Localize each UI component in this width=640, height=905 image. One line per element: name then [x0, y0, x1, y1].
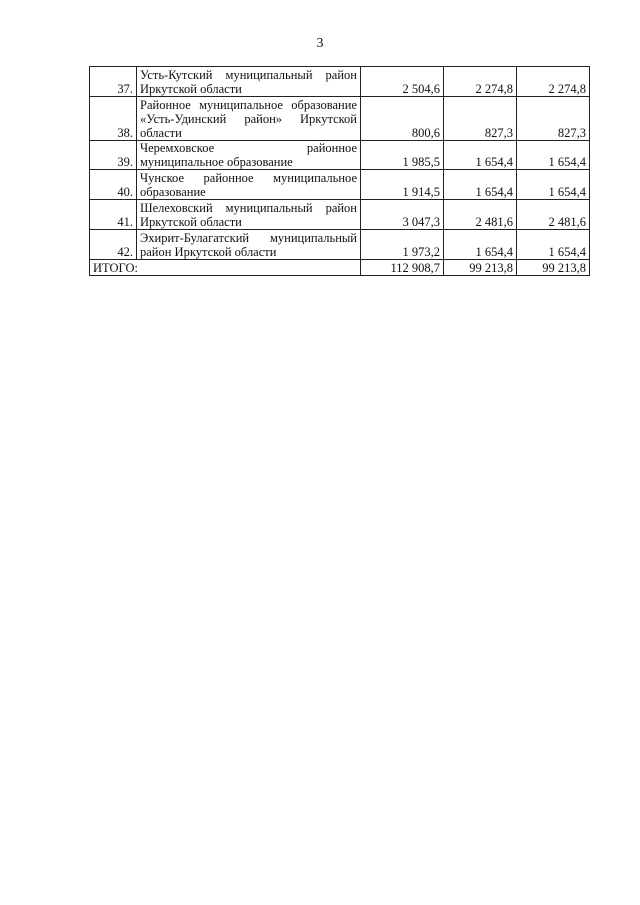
value-cell: 827,3 — [444, 97, 517, 141]
row-number: 41. — [90, 200, 137, 230]
value-cell: 1 914,5 — [361, 170, 444, 200]
municipality-table — [89, 66, 590, 276]
value-cell: 1 654,4 — [517, 230, 590, 260]
name-line: Иркутской области — [140, 82, 242, 96]
total-value: 112 908,7 — [361, 260, 444, 276]
municipality-name — [137, 141, 361, 170]
table-row — [90, 141, 590, 170]
value-cell: 2 274,8 — [517, 67, 590, 97]
name-line: Шелеховский муниципальный район — [140, 201, 357, 215]
value-cell: 2 274,8 — [444, 67, 517, 97]
value-cell: 827,3 — [517, 97, 590, 141]
municipality-name — [137, 97, 361, 141]
total-label: ИТОГО: — [90, 260, 361, 276]
value-cell: 800,6 — [361, 97, 444, 141]
value-cell: 1 985,5 — [361, 141, 444, 170]
value-cell: 1 654,4 — [517, 170, 590, 200]
name-line: образование — [140, 185, 206, 199]
value-cell: 2 481,6 — [444, 200, 517, 230]
value-cell: 1 654,4 — [444, 141, 517, 170]
value-cell: 1 654,4 — [444, 230, 517, 260]
name-line: район Иркутской области — [140, 245, 277, 259]
name-line: Иркутской области — [140, 215, 242, 229]
name-line: Чунское районное муниципальное — [140, 171, 357, 185]
name-line: области — [140, 126, 182, 140]
value-cell: 2 504,6 — [361, 67, 444, 97]
total-row — [90, 260, 590, 276]
name-line: Эхирит-Булагатский муниципальный — [140, 231, 357, 245]
name-line: муниципальное образование — [140, 155, 293, 169]
row-number: 40. — [90, 170, 137, 200]
name-line: Усть-Кутский муниципальный район — [140, 68, 357, 82]
value-cell: 2 481,6 — [517, 200, 590, 230]
municipality-name — [137, 170, 361, 200]
table-row — [90, 97, 590, 141]
row-number: 38. — [90, 97, 137, 141]
row-number: 39. — [90, 141, 137, 170]
value-cell: 1 654,4 — [517, 141, 590, 170]
value-cell: 1 654,4 — [444, 170, 517, 200]
page-number: 3 — [316, 36, 324, 51]
table-row — [90, 200, 590, 230]
value-cell: 1 973,2 — [361, 230, 444, 260]
municipality-name — [137, 200, 361, 230]
name-line: «Усть-Удинский район» Иркутской — [140, 112, 357, 126]
total-value: 99 213,8 — [517, 260, 590, 276]
municipality-name — [137, 230, 361, 260]
total-value: 99 213,8 — [444, 260, 517, 276]
name-line: Районное муниципальное образование — [140, 98, 357, 112]
row-number: 42. — [90, 230, 137, 260]
name-line: Черемховское районное — [140, 141, 357, 155]
table-row — [90, 170, 590, 200]
value-cell: 3 047,3 — [361, 200, 444, 230]
table-row — [90, 230, 590, 260]
table-row — [90, 67, 590, 97]
municipality-name — [137, 67, 361, 97]
row-number: 37. — [90, 67, 137, 97]
